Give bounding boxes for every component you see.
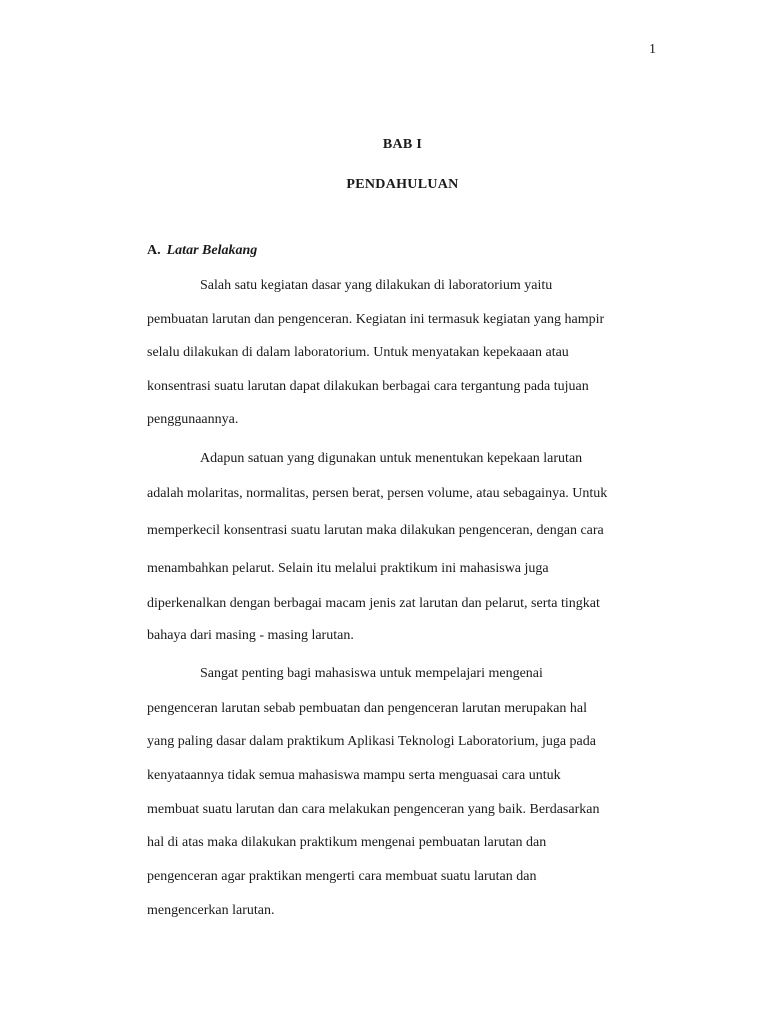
section-title: Latar Belakang <box>166 243 258 258</box>
body-line: pembuatan larutan dan pengenceran. Kegiatan ini termasuk kegiatan yang hampir <box>147 312 605 327</box>
body-line: adalah molaritas, normalitas, persen berat, persen volume, atau sebagainya. Untuk <box>147 486 608 501</box>
body-line: selalu dilakukan di dalam laboratorium. Untuk menyatakan kepekaaan atau <box>147 345 569 360</box>
body-line: diperkenalkan dengan berbagai macam jenis zat larutan dan pelarut, serta tingkat <box>147 596 600 611</box>
body-line: hal di atas maka dilakukan praktikum mengenai pembuatan larutan dan <box>147 835 547 850</box>
chapter-title: PENDAHULUAN <box>346 177 459 192</box>
body-line: Sangat penting bagi mahasiswa untuk mempelajari mengenai <box>200 666 543 681</box>
page-number: 1 <box>649 42 656 57</box>
body-line: Salah satu kegiatan dasar yang dilakukan di laboratorium yaitu <box>200 278 553 293</box>
body-line: membuat suatu larutan dan cara melakukan pengenceran yang baik. Berdasarkan <box>147 802 600 817</box>
body-line: pengenceran agar praktikan mengerti cara membuat suatu larutan dan <box>147 869 537 884</box>
section-heading <box>147 243 257 259</box>
body-line: penggunaannya. <box>147 412 239 427</box>
body-line: menambahkan pelarut. Selain itu melalui praktikum ini mahasiswa juga <box>147 561 549 576</box>
body-line: memperkecil konsentrasi suatu larutan maka dilakukan pengenceran, dengan cara <box>147 523 604 538</box>
body-line: pengenceran larutan sebab pembuatan dan pengenceran larutan merupakan hal <box>147 701 588 716</box>
body-line: bahaya dari masing - masing larutan. <box>147 628 354 643</box>
chapter-label: BAB I <box>382 137 423 152</box>
body-line: yang paling dasar dalam praktikum Aplikasi Teknologi Laboratorium, juga pada <box>147 734 596 749</box>
body-line: Adapun satuan yang digunakan untuk menentukan kepekaan larutan <box>200 451 583 466</box>
body-line: konsentrasi suatu larutan dapat dilakukan berbagai cara tergantung pada tujuan <box>147 379 589 394</box>
body-line: kenyataannya tidak semua mahasiswa mampu serta menguasai cara untuk <box>147 768 561 783</box>
section-letter: A. <box>147 243 161 258</box>
body-line: mengencerkan larutan. <box>147 903 275 918</box>
